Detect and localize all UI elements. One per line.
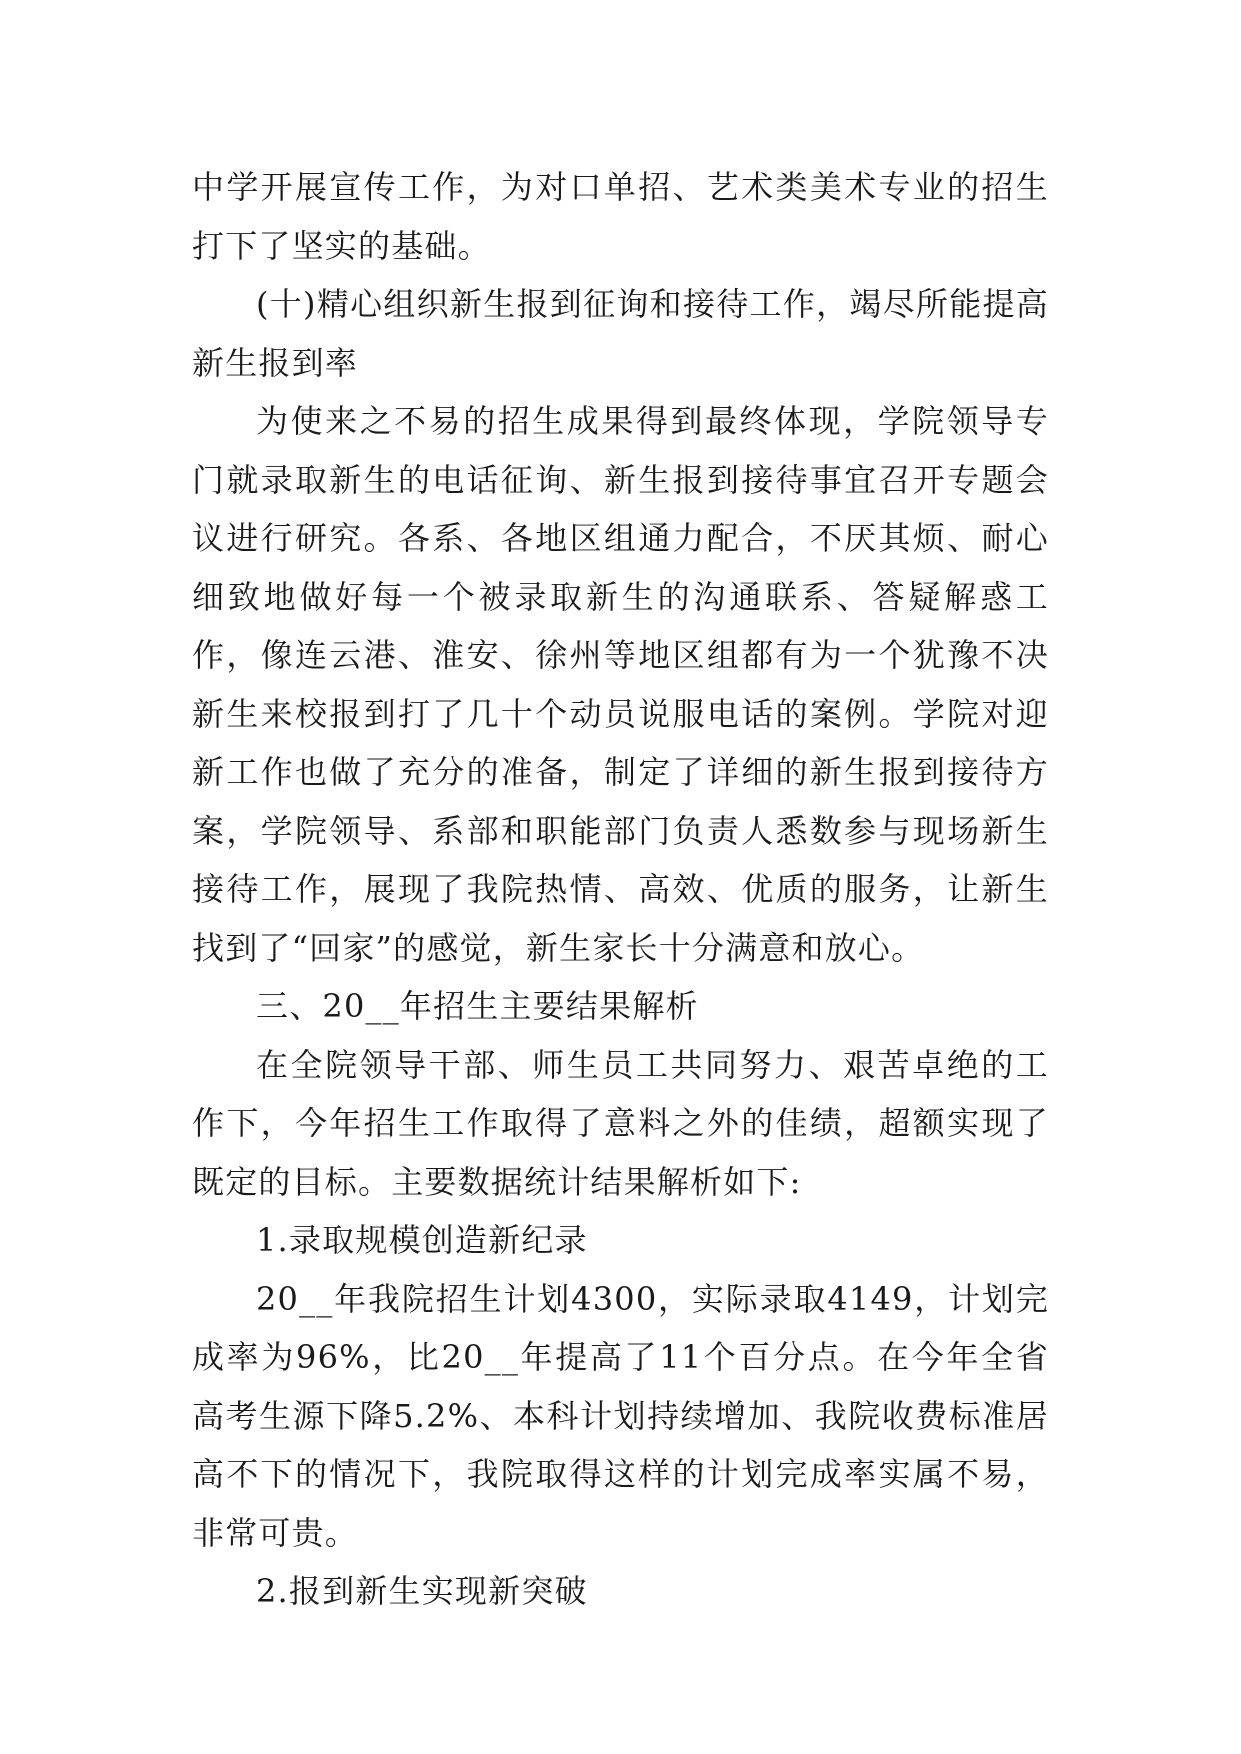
paragraph-body: 20__年我院招生计划4300，实际录取4149，计划完成率为96%，比20__年提高了11个百分点。在今年全省高考生源下降5.2%、本科计划持续增加、我院收费标准居高不下的情况下，我院取得这样的计划完成率实属不易，非常可贵。 — [192, 1279, 1049, 1552]
subheading-2: 2.报到新生实现新突破 — [256, 1572, 588, 1610]
section-heading-10: (十)精心组织新生报到征询和接待工作，竭尽所能提高新生报到率 — [192, 285, 1049, 382]
section-heading-3: 三、20__年招生主要结果解析 — [256, 987, 699, 1025]
paragraph-body: 在全院领导干部、师生员工共同努力、艰苦卓绝的工作下，今年招生工作取得了意料之外的佳绩，超额实现了既定的目标。主要数据统计结果解析如下: — [192, 1045, 1049, 1201]
subheading-1: 1.录取规模创造新纪录 — [256, 1221, 588, 1259]
paragraph-body: 为使来之不易的招生成果得到最终体现，学院领导专门就录取新生的电话征询、新生报到接待事宜召开专题会议进行研究。各系、各地区组通力配合，不厌其烦、耐心细致地做好每一个被录取新生的沟通联系、答疑解惑工作，像连云港、淮安、徐州等地区组都有为一个犹豫不决新生来校报到打了几十个动员说服电话的案例。学院对迎新工作也做了充分的准备，制定了详细的新生报到接待方案，学院领导、系部和职能部门负责人悉数参与现场新生接待工作，展现了我院热情、高效、优质的服务，让新生找到了“回家”的感觉，新生家长十分满意和放心。 — [192, 402, 1049, 967]
document-page — [192, 158, 1049, 1621]
paragraph-continuation: 中学开展宣传工作，为对口单招、艺术类美术专业的招生打下了坚实的基础。 — [192, 168, 1049, 265]
